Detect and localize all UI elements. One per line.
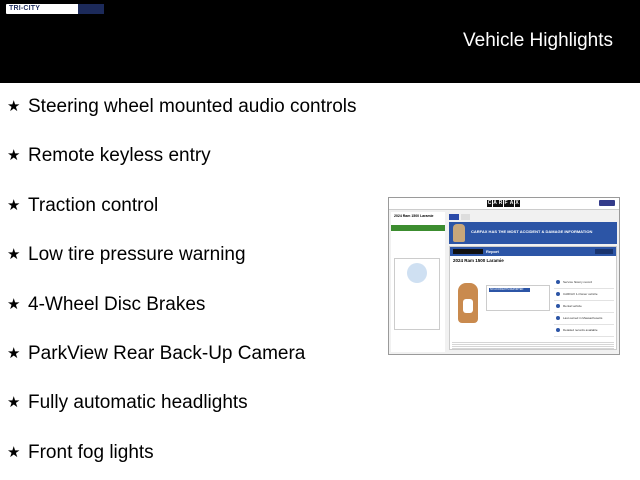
carfax-logo-letter: F	[504, 200, 508, 206]
carfax-history-item	[554, 301, 614, 313]
location-icon	[556, 316, 560, 320]
carfax-report-thumbnail[interactable]	[388, 197, 620, 355]
feature-label: Remote keyless entry	[28, 145, 211, 166]
carfax-main	[447, 212, 619, 352]
carfax-history-label: Rental vehicle	[563, 304, 582, 308]
fox-mascot-icon	[458, 283, 478, 323]
mascot-icon	[453, 224, 465, 242]
feature-label: Fully automatic headlights	[28, 392, 248, 413]
carfax-report-title: Report	[486, 249, 499, 254]
feature-label: Low tire pressure warning	[28, 244, 246, 265]
carfax-banner-text: CARFAX HAS THE MOST ACCIDENT & DAMAGE INFORMATION	[471, 229, 593, 234]
star-icon: ★	[7, 296, 21, 313]
carfax-history-item	[554, 277, 614, 289]
carfax-sidebar-vehicle: 2024 Ram 1500 Laramie	[394, 214, 434, 218]
carfax-sidebar	[391, 212, 445, 352]
carfax-tab	[461, 214, 471, 220]
star-icon: ★	[7, 147, 21, 164]
dealer-logo-brand: TRI-CITY	[9, 5, 41, 12]
star-icon: ★	[7, 98, 21, 115]
carfax-history-label: Service history record	[563, 280, 593, 284]
star-icon: ★	[7, 444, 21, 461]
dealer-logo-contact	[78, 4, 104, 14]
carfax-dealer-card	[394, 258, 440, 330]
star-icon: ★	[7, 197, 21, 214]
carfax-tab	[449, 214, 459, 220]
carfax-history-label: CARFAX 1-Owner vehicle	[563, 292, 598, 296]
carfax-report-logo	[453, 249, 483, 254]
carfax-accident-heading: NO ACCIDENTS REPORTED	[489, 288, 530, 292]
carfax-tabs	[449, 214, 472, 220]
feature-label: Steering wheel mounted audio controls	[28, 96, 357, 117]
star-icon: ★	[7, 394, 21, 411]
carfax-report-vehicle: 2024 Ram 1500 Laramie	[453, 258, 504, 263]
carfax-history-list	[554, 277, 614, 337]
carfax-history-label: Detailed records available	[563, 328, 598, 332]
history-icon	[556, 280, 560, 284]
carfax-logo	[487, 200, 520, 207]
map-icon	[407, 263, 427, 283]
carfax-report-panel	[449, 246, 617, 350]
carfax-nav-selected	[391, 225, 445, 231]
carfax-logo-letter: X	[515, 200, 519, 206]
carfax-topbar	[389, 198, 619, 210]
feature-label: 4-Wheel Disc Brakes	[28, 294, 206, 315]
carfax-banner	[449, 222, 617, 244]
carfax-accident-box	[486, 285, 550, 311]
carfax-logo-letter: A	[493, 200, 497, 206]
feature-label: Front fog lights	[28, 442, 154, 463]
feature-label: Traction control	[28, 195, 159, 216]
header-bar	[0, 0, 640, 83]
print-button	[599, 200, 615, 206]
dealer-logo[interactable]	[6, 4, 104, 14]
carfax-history-item	[554, 325, 614, 337]
carfax-report-header	[450, 247, 616, 256]
carfax-logo-letter: A	[509, 200, 514, 206]
carfax-logo-letter: C	[487, 200, 492, 206]
carfax-report-button	[595, 249, 613, 254]
carfax-footer-text	[452, 341, 614, 349]
rental-icon	[556, 304, 560, 308]
carfax-history-item	[554, 289, 614, 301]
feature-label: ParkView Rear Back-Up Camera	[28, 343, 306, 364]
carfax-history-item	[554, 313, 614, 325]
vehicle-highlights-title: Vehicle Highlights	[463, 30, 613, 51]
star-icon: ★	[7, 345, 21, 362]
carfax-history-label: Last owned in Massachusetts	[563, 316, 603, 320]
records-icon	[556, 328, 560, 332]
owner-icon	[556, 292, 560, 296]
carfax-logo-letter: R	[498, 200, 503, 206]
star-icon: ★	[7, 246, 21, 263]
